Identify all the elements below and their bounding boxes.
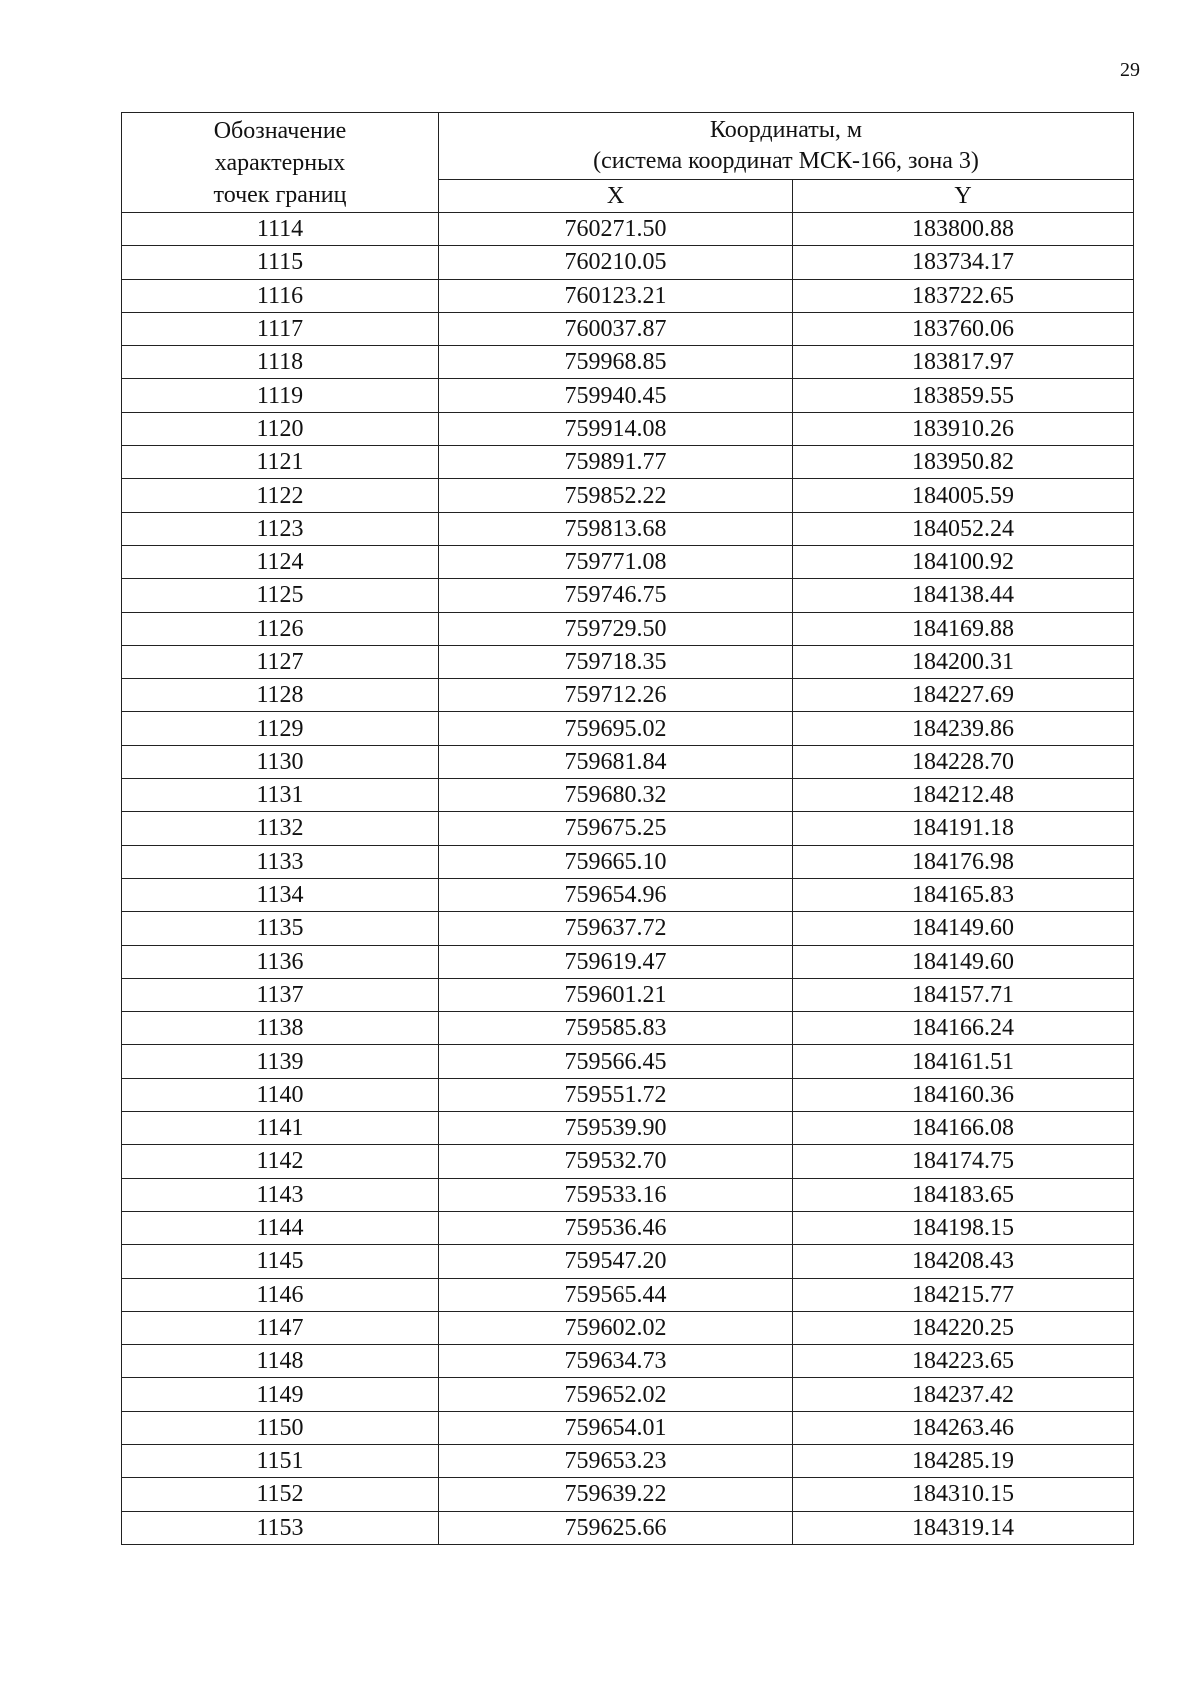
cell-point: 1152 [122, 1478, 439, 1511]
cell-x: 759654.96 [439, 878, 793, 911]
cell-x: 759565.44 [439, 1278, 793, 1311]
table-row [122, 412, 1134, 445]
table-header [122, 113, 1134, 213]
cell-x: 759968.85 [439, 346, 793, 379]
cell-x: 760037.87 [439, 312, 793, 345]
cell-y: 184227.69 [793, 679, 1134, 712]
cell-y: 184166.08 [793, 1112, 1134, 1145]
table-row [122, 878, 1134, 911]
cell-y: 184100.92 [793, 545, 1134, 578]
table-row [122, 679, 1134, 712]
page-number: 29 [1120, 59, 1140, 81]
cell-point: 1135 [122, 912, 439, 945]
cell-x: 759532.70 [439, 1145, 793, 1178]
cell-point: 1143 [122, 1178, 439, 1211]
cell-y: 183800.88 [793, 213, 1134, 246]
table-row [122, 745, 1134, 778]
cell-point: 1147 [122, 1311, 439, 1344]
table-row [122, 812, 1134, 845]
cell-point: 1149 [122, 1378, 439, 1411]
cell-y: 183722.65 [793, 279, 1134, 312]
table-row [122, 1012, 1134, 1045]
cell-point: 1116 [122, 279, 439, 312]
cell-y: 184200.31 [793, 645, 1134, 678]
cell-y: 183734.17 [793, 246, 1134, 279]
cell-point: 1124 [122, 545, 439, 578]
table-row [122, 712, 1134, 745]
table-row [122, 1378, 1134, 1411]
cell-x: 759634.73 [439, 1345, 793, 1378]
cell-point: 1133 [122, 845, 439, 878]
header-point-line-2: характерных [214, 149, 346, 176]
table-row [122, 1311, 1134, 1344]
cell-point: 1119 [122, 379, 439, 412]
cell-y: 184157.71 [793, 978, 1134, 1011]
cell-point: 1134 [122, 878, 439, 911]
table-row [122, 1345, 1134, 1378]
cell-point: 1123 [122, 512, 439, 545]
cell-x: 759547.20 [439, 1245, 793, 1278]
cell-y: 184176.98 [793, 845, 1134, 878]
cell-x: 759536.46 [439, 1211, 793, 1244]
cell-x: 759813.68 [439, 512, 793, 545]
cell-x: 759539.90 [439, 1112, 793, 1145]
cell-point: 1144 [122, 1211, 439, 1244]
cell-y: 183760.06 [793, 312, 1134, 345]
table-row [122, 1045, 1134, 1078]
cell-point: 1141 [122, 1112, 439, 1145]
cell-y: 184198.15 [793, 1211, 1134, 1244]
header-coordinates [439, 113, 1134, 180]
cell-x: 759619.47 [439, 945, 793, 978]
table-row [122, 779, 1134, 812]
cell-point: 1136 [122, 945, 439, 978]
cell-x: 759653.23 [439, 1444, 793, 1477]
table-row [122, 446, 1134, 479]
cell-point: 1127 [122, 645, 439, 678]
cell-point: 1132 [122, 812, 439, 845]
cell-point: 1151 [122, 1444, 439, 1477]
cell-point: 1142 [122, 1145, 439, 1178]
cell-point: 1125 [122, 579, 439, 612]
cell-x: 759637.72 [439, 912, 793, 945]
cell-x: 760271.50 [439, 213, 793, 246]
cell-y: 184169.88 [793, 612, 1134, 645]
cell-y: 184220.25 [793, 1311, 1134, 1344]
cell-y: 183859.55 [793, 379, 1134, 412]
coordinates-table [121, 112, 1134, 1545]
cell-x: 759680.32 [439, 779, 793, 812]
cell-y: 184174.75 [793, 1145, 1134, 1178]
cell-point: 1117 [122, 312, 439, 345]
cell-y: 184161.51 [793, 1045, 1134, 1078]
cell-y: 184191.18 [793, 812, 1134, 845]
table-row [122, 645, 1134, 678]
cell-x: 759771.08 [439, 545, 793, 578]
table-row [122, 312, 1134, 345]
cell-y: 184165.83 [793, 878, 1134, 911]
cell-x: 759729.50 [439, 612, 793, 645]
cell-point: 1128 [122, 679, 439, 712]
table-row [122, 213, 1134, 246]
cell-point: 1150 [122, 1411, 439, 1444]
table-row [122, 1411, 1134, 1444]
cell-x: 759914.08 [439, 412, 793, 445]
cell-y: 184005.59 [793, 479, 1134, 512]
cell-x: 759718.35 [439, 645, 793, 678]
cell-point: 1153 [122, 1511, 439, 1544]
table-row [122, 912, 1134, 945]
cell-x: 759533.16 [439, 1178, 793, 1211]
cell-y: 183910.26 [793, 412, 1134, 445]
cell-point: 1115 [122, 246, 439, 279]
cell-point: 1148 [122, 1345, 439, 1378]
cell-x: 759601.21 [439, 978, 793, 1011]
cell-x: 759940.45 [439, 379, 793, 412]
cell-point: 1130 [122, 745, 439, 778]
cell-x: 759566.45 [439, 1045, 793, 1078]
cell-point: 1145 [122, 1245, 439, 1278]
cell-point: 1139 [122, 1045, 439, 1078]
table-row [122, 945, 1134, 978]
table-row [122, 1511, 1134, 1544]
header-point-line-1: Обозначение [213, 117, 347, 144]
header-point-designation [122, 113, 439, 213]
cell-y: 184239.86 [793, 712, 1134, 745]
table-row [122, 246, 1134, 279]
table-row [122, 845, 1134, 878]
cell-point: 1129 [122, 712, 439, 745]
cell-point: 1138 [122, 1012, 439, 1045]
cell-x: 759639.22 [439, 1478, 793, 1511]
cell-point: 1131 [122, 779, 439, 812]
cell-x: 759654.01 [439, 1411, 793, 1444]
cell-x: 759665.10 [439, 845, 793, 878]
cell-x: 759625.66 [439, 1511, 793, 1544]
cell-point: 1146 [122, 1278, 439, 1311]
header-y: Y [793, 180, 1134, 213]
table-row [122, 479, 1134, 512]
cell-y: 184160.36 [793, 1078, 1134, 1111]
cell-y: 184215.77 [793, 1278, 1134, 1311]
cell-y: 184212.48 [793, 779, 1134, 812]
table-row [122, 379, 1134, 412]
cell-x: 759712.26 [439, 679, 793, 712]
cell-y: 183817.97 [793, 346, 1134, 379]
cell-x: 759852.22 [439, 479, 793, 512]
table-row [122, 612, 1134, 645]
cell-y: 184138.44 [793, 579, 1134, 612]
cell-y: 184237.42 [793, 1378, 1134, 1411]
table-row [122, 1444, 1134, 1477]
cell-x: 760123.21 [439, 279, 793, 312]
table-row [122, 1078, 1134, 1111]
table-row [122, 579, 1134, 612]
cell-y: 184319.14 [793, 1511, 1134, 1544]
cell-x: 760210.05 [439, 246, 793, 279]
cell-y: 184310.15 [793, 1478, 1134, 1511]
header-coordinates-line-2: (система координат МСК-166, зона 3) [593, 148, 979, 174]
cell-x: 759652.02 [439, 1378, 793, 1411]
header-x: X [439, 180, 793, 213]
table-row [122, 1478, 1134, 1511]
cell-point: 1126 [122, 612, 439, 645]
cell-y: 184263.46 [793, 1411, 1134, 1444]
table-row [122, 1245, 1134, 1278]
table-row [122, 279, 1134, 312]
cell-y: 184223.65 [793, 1345, 1134, 1378]
cell-point: 1118 [122, 346, 439, 379]
cell-x: 759602.02 [439, 1311, 793, 1344]
table-row [122, 512, 1134, 545]
cell-x: 759891.77 [439, 446, 793, 479]
cell-point: 1137 [122, 978, 439, 1011]
cell-x: 759551.72 [439, 1078, 793, 1111]
cell-point: 1114 [122, 213, 439, 246]
cell-y: 184149.60 [793, 945, 1134, 978]
table-row [122, 1278, 1134, 1311]
table-row [122, 978, 1134, 1011]
table-body [122, 213, 1134, 1545]
cell-x: 759695.02 [439, 712, 793, 745]
cell-point: 1121 [122, 446, 439, 479]
header-point-line-3: точек границ [213, 181, 347, 208]
cell-x: 759746.75 [439, 579, 793, 612]
cell-y: 184228.70 [793, 745, 1134, 778]
header-row [122, 113, 1134, 180]
cell-x: 759585.83 [439, 1012, 793, 1045]
cell-point: 1140 [122, 1078, 439, 1111]
table-row [122, 1211, 1134, 1244]
header-coordinates-line-1: Координаты, м [709, 117, 863, 143]
cell-y: 183950.82 [793, 446, 1134, 479]
cell-y: 184166.24 [793, 1012, 1134, 1045]
cell-y: 184183.65 [793, 1178, 1134, 1211]
cell-x: 759681.84 [439, 745, 793, 778]
cell-point: 1120 [122, 412, 439, 445]
cell-y: 184285.19 [793, 1444, 1134, 1477]
table-row [122, 346, 1134, 379]
table-row [122, 1145, 1134, 1178]
cell-y: 184208.43 [793, 1245, 1134, 1278]
cell-y: 184149.60 [793, 912, 1134, 945]
table-row [122, 1112, 1134, 1145]
cell-point: 1122 [122, 479, 439, 512]
table-row [122, 1178, 1134, 1211]
cell-x: 759675.25 [439, 812, 793, 845]
cell-y: 184052.24 [793, 512, 1134, 545]
table-row [122, 545, 1134, 578]
